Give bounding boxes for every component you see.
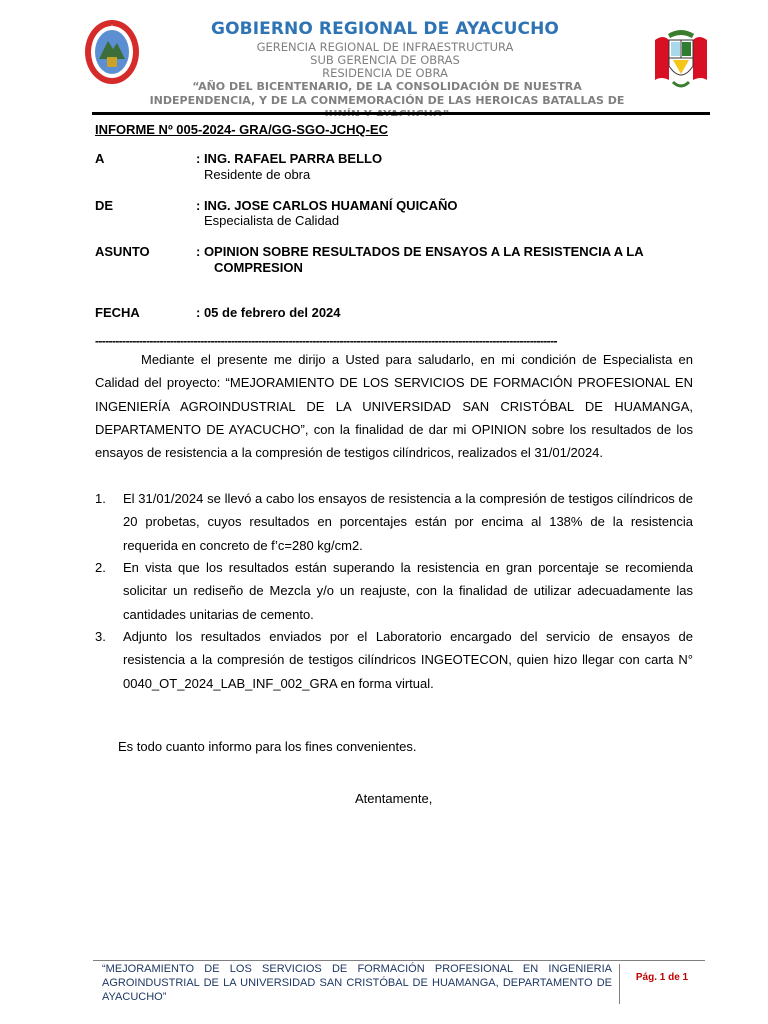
list-item (95, 487, 693, 557)
header-office-line: SUB GERENCIA DE OBRAS (310, 53, 460, 67)
signoff: Atentamente, (355, 791, 433, 806)
list-item-number: 3. (95, 629, 106, 644)
list-item (95, 556, 693, 626)
subject-label: ASUNTO (95, 244, 150, 259)
separator-line: ---------------------------------------------------------------------------------------------------------------------------------------- (95, 334, 557, 348)
header-office-line: RESIDENCIA DE OBRA (322, 66, 448, 80)
list-item (95, 625, 693, 695)
page-title: GOBIERNO REGIONAL DE AYACUCHO (211, 19, 559, 39)
to-role: Residente de obra (204, 167, 311, 182)
page-number: Pág. 1 de 1 (635, 972, 689, 983)
header-divider (92, 112, 710, 115)
list-item-text: En vista que los resultados están superando la resistencia en gran porcentaje se recomienda solicitar un rediseño de Mezcla y/o un reajuste, con la finalidad de utilizar adecuadamente las cantidades unitarias de cemento. (123, 560, 693, 622)
footer-project-title: “MEJORAMIENTO DE LOS SERVICIOS DE FORMACIÓN PROFESIONAL EN INGENIERIA AGROINDUSTRIAL DE LA UNIVERSIDAD SAN CRISTÓBAL DE HUAMANGA, DEPARTAMENTO DE AYACUCHO” (102, 963, 612, 1003)
subject-value-continued: COMPRESION (214, 260, 303, 275)
from-role: Especialista de Calidad (204, 213, 340, 228)
list-item-number: 2. (95, 560, 106, 575)
subject-value: : OPINION SOBRE RESULTADOS DE ENSAYOS A LA RESISTENCIA A LA (196, 244, 644, 259)
list-item-text: El 31/01/2024 se llevó a cabo los ensayos de resistencia a la compresión de testigos cilíndricos de 20 probetas, cuyos resultados en porcentajes están por encima al 138% de la resistencia requerida en concreto de f’c=280 kg/cm2. (123, 491, 693, 553)
peru-coat-of-arms-icon (651, 26, 711, 96)
intro-paragraph (95, 348, 693, 464)
list-item-number: 1. (95, 491, 106, 506)
from-value: : ING. JOSE CARLOS HUAMANÍ QUICAÑO (196, 198, 458, 213)
date-value: : 05 de febrero del 2024 (196, 305, 341, 320)
from-label: DE (95, 198, 114, 213)
report-number: INFORME Nº 005-2024- GRA/GG-SGO-JCHQ-EC (95, 122, 388, 137)
list-item-text: Adjunto los resultados enviados por el Laboratorio encargado del servicio de ensayos de resistencia a la compresión de testigos cilíndricos INGEOTECON, quien hizo llegar con carta N° 0040_OT_2024_LAB_INF_002_GRA en forma virtual. (123, 629, 693, 691)
regional-government-seal-icon (84, 19, 140, 85)
header-office-line: GERENCIA REGIONAL DE INFRAESTRUCTURA (256, 40, 514, 54)
date-label: FECHA (95, 305, 140, 320)
to-value: : ING. RAFAEL PARRA BELLO (196, 151, 383, 166)
intro-text: Mediante el presente me dirijo a Usted para saludarlo, en mi condición de Especialista en Calidad del proyecto: “MEJORAMIENTO DE LOS SERVICIOS DE FORMACIÓN PROFESIONAL EN INGENIERÍA AGROINDUSTRIAL DE LA UNIVERSIDAD SAN CRISTÓBAL DE HUAMANGA, DEPARTAMENTO DE AYACUCHO”, con la finalidad de dar mi OPINION sobre los resultados de los ensayos de resistencia a la compresión de testigos cilíndricos, realizados el 31/01/2024. (95, 352, 693, 461)
closing-line: Es todo cuanto informo para los fines convenientes. (118, 739, 417, 754)
to-label: A (95, 151, 105, 166)
footer-divider (619, 964, 620, 1004)
header-motto: “AÑO DEL BICENTENARIO, DE LA CONSOLIDACIÓN DE NUESTRA INDEPENDENCIA, Y DE LA CONMEMORACIÓN DE LAS HEROICAS BATALLAS DE (149, 80, 625, 107)
